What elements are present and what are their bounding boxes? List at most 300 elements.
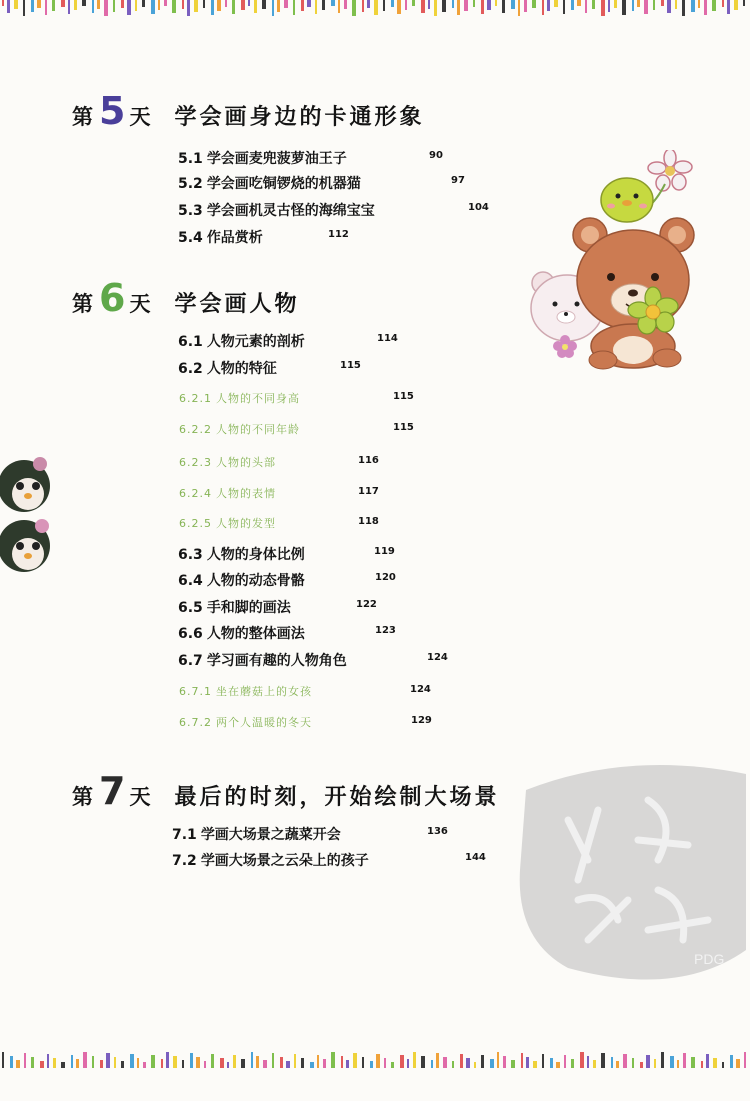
border-tick — [473, 0, 475, 7]
border-tick — [2, 1052, 4, 1068]
border-tick — [315, 0, 317, 14]
border-tick — [497, 1052, 499, 1068]
subsection-number: 6.2.2 — [179, 423, 212, 436]
border-tick — [40, 1061, 44, 1068]
border-tick — [161, 1059, 163, 1068]
border-tick — [580, 1052, 584, 1068]
border-tick — [474, 1062, 476, 1068]
page-number: 115 — [393, 422, 414, 433]
section-number: 6.2 — [178, 361, 203, 377]
page-number: 115 — [393, 391, 414, 402]
border-tick — [293, 0, 295, 15]
border-tick — [675, 0, 677, 9]
border-tick — [622, 0, 626, 15]
border-tick — [550, 1058, 553, 1068]
border-tick — [53, 1058, 56, 1068]
border-tick — [367, 0, 370, 8]
border-tick — [577, 0, 581, 6]
border-tick — [151, 0, 155, 14]
border-tick — [466, 1058, 470, 1068]
section-number: 6.7 — [178, 653, 203, 669]
section-number: 5.3 — [178, 203, 203, 219]
border-tick — [277, 0, 280, 12]
border-tick — [10, 1056, 13, 1068]
border-tick — [397, 0, 401, 14]
border-tick — [637, 0, 640, 7]
border-tick — [701, 1061, 703, 1068]
border-tick — [730, 1055, 733, 1068]
chapter-prefix: 第 — [72, 785, 95, 809]
border-tick — [71, 1055, 73, 1068]
border-tick — [434, 0, 437, 16]
border-tick — [457, 0, 460, 15]
decorative-border-top — [0, 0, 750, 20]
border-tick — [310, 1062, 314, 1068]
border-tick — [654, 1059, 656, 1068]
border-tick — [220, 1058, 224, 1068]
toc-entry[interactable] — [178, 148, 443, 168]
border-tick — [667, 0, 671, 13]
border-tick — [611, 1057, 613, 1068]
border-tick — [503, 1056, 506, 1068]
border-tick — [104, 0, 108, 16]
section-title: 学习画有趣的人物角色 — [206, 653, 347, 669]
border-tick — [554, 0, 558, 7]
toc-subentry[interactable] — [179, 421, 414, 437]
section-number: 5.1 — [178, 151, 203, 167]
border-tick — [495, 0, 497, 6]
toc-subentry[interactable] — [179, 485, 379, 501]
toc-entry[interactable] — [178, 331, 398, 351]
border-tick — [653, 0, 655, 10]
section-title: 人物的特征 — [206, 361, 277, 377]
section-title: 人物的整体画法 — [206, 626, 305, 642]
border-tick — [722, 0, 724, 7]
border-tick — [182, 1060, 184, 1068]
border-tick — [127, 0, 131, 15]
border-tick — [100, 1060, 103, 1068]
border-tick — [227, 1062, 229, 1068]
border-tick — [31, 1057, 34, 1068]
page-number: 118 — [358, 516, 379, 527]
border-tick — [632, 0, 634, 11]
toc-entry[interactable] — [178, 544, 395, 564]
section-number: 6.5 — [178, 600, 203, 616]
chapter-day-number: 7 — [99, 769, 126, 813]
border-tick — [45, 0, 47, 15]
border-tick — [744, 1052, 746, 1068]
section-title: 作品赏析 — [206, 230, 263, 246]
border-tick — [511, 1060, 515, 1068]
toc-entry[interactable] — [178, 570, 396, 590]
page-number: 114 — [377, 333, 398, 344]
border-tick — [106, 1053, 110, 1068]
border-tick — [601, 1053, 605, 1068]
seal-stamp-watermark — [508, 750, 750, 1000]
border-tick — [143, 1062, 146, 1068]
border-tick — [151, 1055, 155, 1068]
border-tick — [384, 1058, 386, 1068]
border-tick — [436, 1053, 439, 1068]
border-tick — [225, 0, 227, 7]
chapter-day-number: 6 — [99, 276, 126, 320]
border-tick — [421, 0, 425, 13]
border-tick — [571, 1059, 574, 1068]
penguin-icon — [0, 519, 50, 572]
section-number: 6.1 — [178, 334, 203, 350]
border-tick — [294, 1054, 296, 1068]
section-title: 人物元素的剖析 — [206, 334, 305, 350]
page-number: 117 — [358, 486, 379, 497]
border-tick — [68, 0, 70, 14]
page-number: 115 — [340, 360, 361, 371]
border-tick — [712, 0, 716, 11]
toc-entry[interactable] — [178, 173, 465, 193]
border-tick — [137, 1058, 139, 1068]
chapter-title: 学会画人物 — [174, 292, 300, 317]
section-title: 学画大场景之蔬菜开会 — [200, 827, 341, 843]
border-tick — [166, 1052, 169, 1068]
subsection-title: 两个人温暖的冬天 — [216, 716, 312, 729]
chapter-day-number: 5 — [99, 89, 126, 133]
border-tick — [61, 0, 65, 7]
border-tick — [646, 1055, 650, 1068]
border-tick — [556, 1062, 560, 1068]
border-tick — [704, 0, 707, 15]
toc-subentry[interactable] — [179, 714, 432, 730]
subsection-number: 6.2.5 — [179, 517, 212, 530]
border-tick — [31, 0, 34, 12]
chick-icon — [601, 178, 653, 222]
border-tick — [713, 1058, 717, 1068]
border-tick — [301, 1058, 304, 1068]
border-tick — [706, 1054, 709, 1068]
flower-icon — [647, 150, 692, 208]
border-tick — [97, 0, 100, 9]
chapter-prefix: 第 — [72, 105, 95, 129]
border-tick — [190, 1053, 193, 1068]
border-tick — [233, 1055, 236, 1068]
border-tick — [481, 1055, 484, 1068]
toc-subentry[interactable] — [179, 683, 431, 699]
chapter-5-heading — [72, 89, 425, 133]
border-tick — [241, 1059, 245, 1068]
section-number: 7.2 — [172, 853, 197, 869]
border-tick — [352, 0, 356, 16]
toc-entry[interactable] — [178, 623, 396, 643]
page-number: 144 — [465, 852, 486, 863]
border-tick — [443, 1057, 447, 1068]
section-title: 学画大场景之云朵上的孩子 — [200, 853, 369, 869]
border-tick — [142, 0, 145, 7]
subsection-title: 人物的发型 — [216, 517, 276, 530]
border-tick — [374, 0, 378, 15]
border-tick — [263, 1060, 267, 1068]
border-tick — [362, 0, 364, 12]
border-tick — [331, 0, 335, 6]
border-tick — [511, 0, 515, 9]
border-tick — [14, 0, 18, 9]
border-tick — [502, 0, 505, 13]
border-tick — [533, 1061, 537, 1068]
border-tick — [412, 0, 415, 6]
border-tick — [194, 0, 198, 12]
border-tick — [272, 0, 274, 16]
border-tick — [323, 1059, 326, 1068]
subsection-number: 6.2.3 — [179, 456, 212, 469]
section-title: 人物的动态骨骼 — [206, 573, 305, 589]
page-number: 119 — [374, 546, 395, 557]
border-tick — [521, 1053, 523, 1068]
section-title: 学会画麦兜菠萝油王子 — [206, 151, 347, 167]
border-tick — [431, 1060, 433, 1068]
border-tick — [331, 1052, 335, 1068]
border-tick — [683, 1053, 686, 1068]
border-tick — [182, 0, 184, 9]
subsection-title: 人物的不同年龄 — [216, 423, 300, 436]
toc-entry[interactable] — [172, 824, 448, 844]
chapter-suffix: 天 — [129, 785, 151, 809]
border-tick — [254, 0, 257, 13]
subsection-title: 人物的表情 — [216, 487, 276, 500]
border-tick — [487, 0, 491, 10]
page-number: 116 — [358, 455, 379, 466]
border-tick — [452, 1061, 454, 1068]
chapter-6-heading — [72, 276, 300, 320]
border-tick — [346, 1060, 349, 1068]
border-tick — [187, 0, 190, 16]
section-number: 6.4 — [178, 573, 203, 589]
subsection-number: 6.2.1 — [179, 392, 212, 405]
toc-entry[interactable] — [172, 850, 486, 870]
subsection-number: 6.7.1 — [179, 685, 212, 698]
border-tick — [601, 0, 605, 16]
toc-subentry[interactable] — [179, 390, 414, 406]
page-number: 104 — [468, 202, 489, 213]
section-number: 6.3 — [178, 547, 203, 563]
border-tick — [734, 0, 738, 10]
border-tick — [464, 0, 468, 11]
border-tick — [203, 0, 205, 8]
border-tick — [317, 1055, 319, 1068]
border-tick — [135, 0, 137, 11]
border-tick — [37, 0, 41, 8]
border-tick — [130, 1054, 134, 1068]
border-tick — [421, 1056, 425, 1068]
chapter-prefix: 第 — [72, 292, 95, 316]
border-tick — [7, 0, 10, 13]
chapter-title: 最后的时刻，开始绘制大场景 — [174, 785, 500, 810]
section-title: 学会画吃铜锣烧的机器猫 — [206, 176, 361, 192]
chapter-suffix: 天 — [129, 105, 151, 129]
border-tick — [542, 1054, 544, 1068]
page-number: 97 — [451, 175, 465, 186]
border-tick — [23, 0, 25, 16]
border-tick — [256, 1056, 259, 1068]
border-tick — [284, 0, 288, 8]
border-tick — [232, 0, 235, 14]
border-tick — [532, 0, 536, 8]
border-tick — [722, 1062, 724, 1068]
border-tick — [114, 1057, 116, 1068]
border-tick — [640, 1062, 643, 1068]
border-tick — [587, 1056, 589, 1068]
border-tick — [407, 1059, 409, 1068]
border-tick — [518, 0, 520, 16]
border-tick — [428, 0, 430, 9]
border-tick — [452, 0, 454, 8]
border-tick — [743, 0, 745, 6]
border-tick — [92, 1056, 94, 1068]
border-tick — [251, 1052, 253, 1068]
border-tick — [547, 0, 550, 11]
border-tick — [24, 1053, 26, 1068]
border-tick — [370, 1061, 373, 1068]
page-number: 124 — [410, 684, 431, 695]
border-tick — [571, 0, 574, 10]
page-number: 123 — [375, 625, 396, 636]
section-title: 人物的身体比例 — [206, 547, 305, 563]
border-tick — [592, 0, 595, 9]
page-number: 112 — [328, 229, 349, 240]
bear-with-chick-and-flowers-illustration — [525, 150, 725, 370]
section-number: 5.4 — [178, 230, 203, 246]
toc-subentry[interactable] — [179, 454, 379, 470]
section-number: 6.6 — [178, 626, 203, 642]
border-tick — [490, 1059, 494, 1068]
border-tick — [211, 0, 214, 15]
border-tick — [92, 0, 94, 13]
border-tick — [542, 0, 544, 15]
penguin-icon — [0, 457, 50, 512]
toc-entry[interactable] — [178, 227, 349, 247]
border-tick — [262, 0, 266, 9]
border-tick — [204, 1061, 206, 1068]
section-title: 手和脚的画法 — [206, 600, 291, 616]
toc-entry[interactable] — [178, 358, 361, 378]
section-number: 7.1 — [172, 827, 197, 843]
border-tick — [682, 0, 685, 16]
border-tick — [353, 1053, 357, 1068]
border-tick — [61, 1062, 65, 1068]
toc-entry[interactable] — [178, 200, 489, 220]
border-tick — [376, 1054, 380, 1068]
toc-entry[interactable] — [178, 597, 377, 617]
border-tick — [272, 1053, 274, 1068]
border-tick — [362, 1057, 364, 1068]
border-tick — [691, 0, 695, 12]
border-tick — [405, 0, 407, 10]
decorative-border-bottom — [0, 1048, 750, 1068]
border-tick — [698, 0, 700, 8]
border-tick — [614, 0, 617, 8]
chapter-title: 学会画身边的卡通形象 — [174, 105, 425, 130]
toc-entry[interactable] — [178, 650, 448, 670]
border-tick — [341, 1056, 343, 1068]
border-tick — [608, 0, 610, 12]
border-tick — [727, 0, 730, 14]
border-tick — [736, 1059, 740, 1068]
section-number: 5.2 — [178, 176, 203, 192]
border-tick — [413, 1052, 416, 1068]
chapter-suffix: 天 — [129, 292, 151, 316]
border-tick — [644, 0, 648, 14]
border-tick — [391, 1062, 394, 1068]
brown-bear-icon — [573, 218, 694, 369]
border-tick — [691, 1057, 695, 1068]
border-tick — [563, 0, 565, 14]
border-tick — [173, 1056, 177, 1068]
border-tick — [460, 1054, 463, 1068]
border-tick — [585, 0, 587, 13]
page-number: 129 — [411, 715, 432, 726]
border-tick — [158, 0, 160, 10]
subsection-title: 人物的不同身高 — [216, 392, 300, 405]
border-tick — [16, 1060, 20, 1068]
border-tick — [217, 0, 221, 11]
border-tick — [47, 1054, 49, 1068]
border-tick — [121, 0, 124, 8]
border-tick — [400, 1055, 404, 1068]
page-number: 124 — [427, 652, 448, 663]
border-tick — [338, 0, 340, 13]
border-tick — [83, 1052, 87, 1068]
border-tick — [286, 1061, 290, 1068]
border-tick — [670, 1056, 674, 1068]
border-tick — [74, 0, 77, 10]
border-tick — [383, 0, 385, 11]
border-tick — [2, 0, 4, 6]
border-tick — [82, 0, 86, 6]
border-tick — [241, 0, 245, 10]
border-tick — [677, 1060, 679, 1068]
border-tick — [196, 1057, 200, 1068]
border-tick — [593, 1060, 596, 1068]
subsection-number: 6.2.4 — [179, 487, 212, 500]
border-tick — [616, 1061, 619, 1068]
border-tick — [661, 0, 664, 6]
page-number: 120 — [375, 572, 396, 583]
border-tick — [211, 1054, 214, 1068]
border-tick — [526, 1057, 529, 1068]
border-tick — [322, 0, 325, 10]
border-tick — [248, 0, 250, 6]
border-tick — [164, 0, 167, 6]
border-tick — [121, 1061, 124, 1068]
subsection-number: 6.7.2 — [179, 716, 212, 729]
border-tick — [344, 0, 347, 9]
border-tick — [661, 1052, 664, 1068]
border-tick — [442, 0, 446, 12]
border-tick — [524, 0, 527, 12]
section-title: 学会画机灵古怪的海绵宝宝 — [206, 203, 375, 219]
border-tick — [391, 0, 394, 7]
toc-subentry[interactable] — [179, 515, 379, 531]
border-tick — [301, 0, 304, 11]
border-tick — [623, 1054, 627, 1068]
border-tick — [632, 1058, 634, 1068]
border-tick — [52, 0, 55, 11]
subsection-title: 坐在蘑菇上的女孩 — [216, 685, 312, 698]
border-tick — [307, 0, 311, 7]
border-tick — [564, 1055, 566, 1068]
watermark-mark: PDG — [694, 951, 725, 967]
page-number: 122 — [356, 599, 377, 610]
page-number: 90 — [429, 150, 443, 161]
chapter-7-heading — [72, 769, 500, 813]
border-tick — [113, 0, 115, 12]
border-tick — [280, 1057, 283, 1068]
